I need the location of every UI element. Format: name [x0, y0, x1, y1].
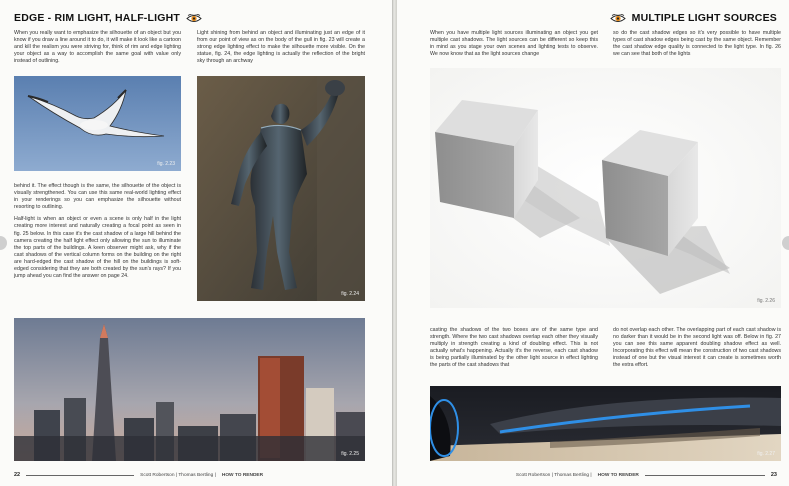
- prev-page-arrow[interactable]: [0, 236, 7, 250]
- next-page-arrow[interactable]: [782, 236, 789, 250]
- seagull-photo: [14, 76, 181, 171]
- right-footer-authors: Scott Robertson | Thomas Bertling |: [515, 472, 592, 478]
- city-skyline-image: [14, 318, 365, 461]
- fig-2-27-caption: fig. 2.27: [757, 451, 775, 457]
- right-footer-rule: [645, 475, 765, 476]
- right-page: [397, 0, 789, 486]
- left-footer-title: HOW TO RENDER: [221, 472, 264, 478]
- fig-2-23-caption: fig. 2.23: [157, 161, 175, 167]
- two-boxes-image: [430, 68, 781, 308]
- right-intro-paragraph: When you have multiple light sources illuminating an object you get multiple cast shadows. The light sources can be different so keep this in mind as you stage your own scenes and lighting tests to observe. We now know that as the light sources change: [430, 30, 598, 58]
- left-halflight-paragraph: Half-light is when an object or even a scene is only half in the light creating more interest and naturally creating a focal point as seen in fig. 25 below. In this case it's the cast shadow of a large hill behind the camera creating the half light effect only allowing the sun to illuminate the top parts of the buildings. A keen observer might ask, why if the cast shadows of the vertical column forms on the building on the right are hard-edged the cast shadow of the hill on the buildings is soft-edged considering that they are both created by the sun's rays? If you jump ahead you can find the answer on page 24.: [14, 216, 181, 280]
- right-overlap-paragraph: casting the shadows of the two boxes are of the same type and strength. Where the two cast shadows overlap each other they visually multiply in strength creating a kind of doubling effect. This is not actually what's happening. Actually it's the reverse, each cast shadow is being partially illuminated by the other light source in effect lighting the parts of the cast shadows that: [430, 327, 598, 369]
- left-page: [0, 0, 392, 486]
- fig-2-26-caption: fig. 2.26: [757, 298, 775, 304]
- left-effect-paragraph: behind it. The effect though is the same, the silhouette of the object is visually strengthened. You can use this same real-world lighting effect in your renderings so you can emphasize the silhouette without resorting to outlining.: [14, 183, 181, 211]
- statue-image: [197, 76, 365, 301]
- car-detail-image: [430, 386, 781, 461]
- right-col1-intro: [430, 30, 598, 63]
- car-photo: [430, 386, 781, 461]
- left-page-number: 22: [14, 472, 21, 478]
- right-footer-title: HOW TO RENDER: [597, 472, 639, 478]
- fig-2-25-caption: fig. 2.25: [341, 451, 359, 457]
- left-col1-intro: [14, 30, 181, 70]
- right-col1-bottom: [430, 327, 598, 375]
- fig-2-24-caption: fig. 2.24: [341, 291, 359, 297]
- left-heading-text: EDGE - RIM LIGHT, HALF-LIGHT: [14, 12, 181, 24]
- city-photo: [14, 318, 365, 461]
- statue-photo: [197, 76, 365, 301]
- seagull-image: [14, 76, 181, 171]
- right-edges-paragraph: so do the cast shadow edges so it's very possible to have multiple types of cast shadow edges being cast by the same object. Remember the cast shadow edge quality is connected to the light type. In fig. 26 we can see that both of the lights: [613, 30, 781, 58]
- left-intro-paragraph: When you really want to emphasize the silhouette of an object but you know if you draw a line around it to do, it will make it look like a cartoon and kill the realism you were striving for, think of rim and edge lighting your object as a way to accomplish the same goal with value only instead of outlining.: [14, 30, 181, 65]
- left-footer-authors: Scott Robertson | Thomas Bertling |: [140, 472, 216, 478]
- right-page-number: 23: [770, 472, 777, 478]
- left-edge-paragraph: Light shining from behind an object and illuminating just an edge of it from our point of view as on the body of the gull in fig. 23 will create a strong edge lighting effect to make the silhouette more visible. On the statue, fig. 24, the edge lighting is actually the reflection of the bright sky through an archway: [197, 30, 365, 65]
- left-footer: [14, 472, 365, 478]
- eye-icon: [186, 14, 202, 23]
- eye-icon: [610, 14, 626, 23]
- left-col2-intro: [197, 30, 365, 70]
- right-footer: [516, 472, 777, 478]
- right-col2-intro: [613, 30, 781, 63]
- left-page-heading: [14, 12, 202, 24]
- left-col1-body: [14, 183, 181, 285]
- right-heading-text: MULTIPLE LIGHT SOURCES: [631, 12, 777, 24]
- right-page-heading: [610, 12, 777, 24]
- right-doubling-paragraph: do not overlap each other. The overlapping part of each cast shadow is no darker than it would be in the second light was off. Below in fig. 27 you can see this same apparent doubling shadow effect as well. Incorporating this effect will mean the construction of two cast shadows instead of one but the visual interest it can create is sometimes worth the extra effort.: [613, 327, 781, 369]
- left-footer-rule: [26, 475, 134, 476]
- boxes-render: [430, 68, 781, 308]
- right-col2-bottom: [613, 327, 781, 375]
